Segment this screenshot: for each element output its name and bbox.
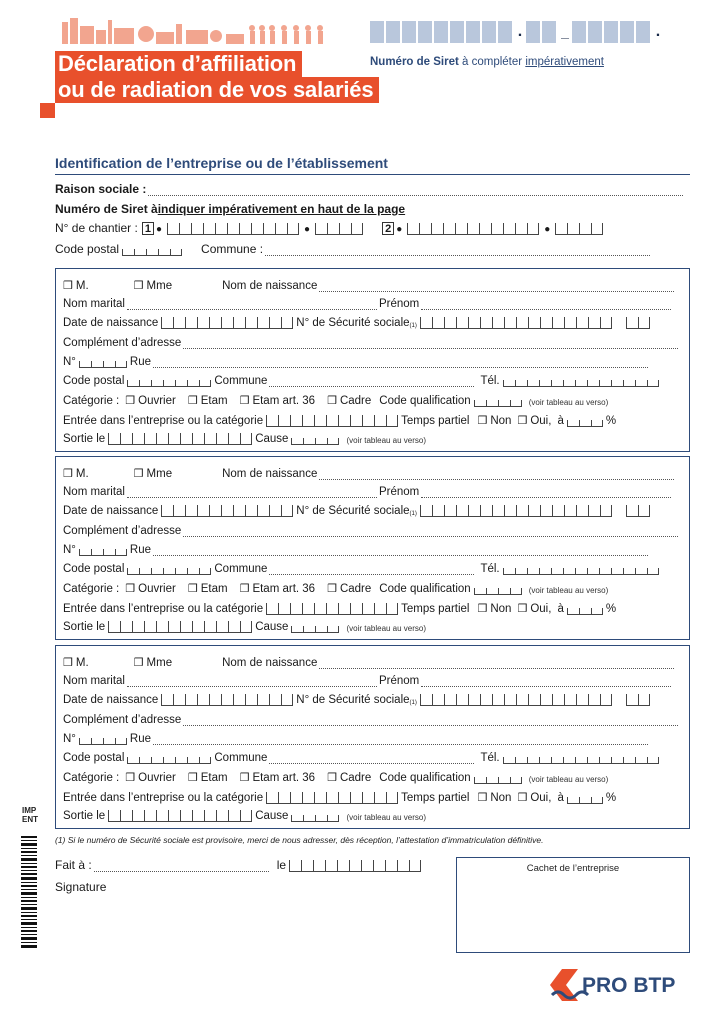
form-row	[63, 279, 676, 292]
logo-text: PRO BTP	[582, 974, 676, 997]
field-label: Commune	[214, 752, 268, 764]
field-label: Catégorie :	[63, 395, 120, 407]
field-label: Complément d’adresse	[63, 525, 182, 537]
checkbox[interactable]: ❒	[327, 583, 337, 595]
cause-field[interactable]	[291, 810, 339, 822]
field-label: Nom de naissance	[222, 657, 318, 669]
employee-block-2	[55, 456, 690, 640]
form-row	[63, 337, 680, 349]
field-label: N° de Sécurité sociale	[296, 694, 410, 706]
field-label: Tél.	[480, 752, 500, 764]
field-label: Nom marital	[63, 298, 125, 310]
code-postal-field[interactable]	[122, 244, 182, 256]
checkbox[interactable]: ❒	[239, 772, 250, 784]
checkbox[interactable]: ❒	[477, 792, 488, 804]
date-naissance-field[interactable]	[161, 317, 293, 329]
field-label: Prénom	[378, 486, 420, 498]
field-label: Cadre	[339, 395, 372, 407]
nom-naissance-field[interactable]	[319, 658, 674, 669]
checkbox[interactable]: ❒	[63, 657, 73, 669]
checkbox[interactable]: ❒	[477, 603, 488, 615]
field-label: Temps partiel	[401, 792, 470, 804]
field-label: Code qualification	[379, 583, 471, 595]
field-label: (voir tableau au verso)	[528, 398, 609, 407]
form-row	[63, 752, 662, 764]
field-label: Mme	[146, 468, 173, 480]
siret-instruction: Numéro de Siret à indiquer impérativement en haut de la page	[55, 202, 406, 216]
chantier-field-1a[interactable]	[167, 223, 299, 235]
form-row	[63, 656, 676, 669]
checkbox[interactable]: ❒	[187, 395, 198, 407]
nom-naissance-field[interactable]	[319, 281, 674, 292]
field-label: Etam art. 36	[252, 583, 316, 595]
checkbox[interactable]: ❒	[327, 772, 337, 784]
fait-a-row: Fait à : le	[55, 858, 424, 872]
chantier-field-1b[interactable]	[315, 223, 363, 235]
section-rule	[55, 174, 690, 175]
form-row	[63, 810, 426, 822]
emp-commune-field[interactable]	[269, 564, 474, 575]
form-row	[63, 317, 653, 329]
field-label: Complément d’adresse	[63, 337, 182, 349]
complement-field[interactable]	[183, 338, 678, 349]
form-row	[63, 505, 653, 517]
field-label: M.	[75, 468, 89, 480]
raison-sociale-field[interactable]	[148, 185, 683, 196]
pro-btp-logo	[548, 965, 690, 1005]
emp-code-postal-field[interactable]	[127, 563, 211, 575]
field-label: Oui,	[530, 415, 552, 427]
field-label: Date de naissance	[63, 317, 159, 329]
field-label: Prénom	[378, 675, 420, 687]
field-label: (voir tableau au verso)	[346, 813, 427, 822]
fait-a-field[interactable]	[94, 861, 269, 872]
field-label: N°	[63, 356, 76, 368]
field-label: Nom de naissance	[222, 468, 318, 480]
field-label: Complément d’adresse	[63, 714, 182, 726]
pourcentage-field[interactable]	[567, 415, 603, 427]
secu-key-field[interactable]	[626, 317, 650, 329]
form-row	[63, 394, 608, 407]
checkbox[interactable]: ❒	[187, 772, 198, 784]
emp-code-postal-field[interactable]	[127, 752, 211, 764]
checkbox[interactable]: ❒	[133, 657, 144, 669]
code-postal-row: Code postal Commune :	[55, 242, 652, 256]
pourcentage-field[interactable]	[567, 603, 603, 615]
form-row	[63, 675, 673, 687]
pourcentage-field[interactable]	[567, 792, 603, 804]
field-label: Oui,	[530, 792, 552, 804]
cachet-label: Cachet de l’entreprise	[526, 863, 620, 874]
field-label: M.	[75, 657, 89, 669]
tel-field[interactable]	[503, 375, 659, 387]
complement-field[interactable]	[183, 715, 678, 726]
secu-key-field[interactable]	[626, 694, 650, 706]
field-label: Cause	[255, 621, 289, 633]
field-label: Etam	[200, 772, 228, 784]
form-row	[63, 486, 673, 498]
emp-commune-field[interactable]	[269, 753, 474, 764]
cachet-box[interactable]	[456, 857, 690, 953]
checkbox[interactable]: ❒	[133, 468, 144, 480]
form-row	[63, 525, 680, 537]
form-row	[63, 791, 616, 804]
field-label: Commune	[214, 563, 268, 575]
cause-field[interactable]	[291, 433, 339, 445]
sortie-field[interactable]	[108, 810, 252, 822]
signature-label: Signature	[55, 880, 107, 894]
field-label: Code postal	[63, 563, 125, 575]
chantier-field-2a[interactable]	[407, 223, 539, 235]
field-label: (voir tableau au verso)	[346, 436, 427, 445]
field-label: Date de naissance	[63, 505, 159, 517]
form-row	[63, 621, 426, 633]
field-label: Non	[490, 792, 512, 804]
prenom-field[interactable]	[421, 487, 671, 498]
sortie-field[interactable]	[108, 433, 252, 445]
rue-field[interactable]	[153, 734, 648, 745]
entree-field[interactable]	[266, 415, 398, 427]
chantier-field-2b[interactable]	[555, 223, 603, 235]
checkbox[interactable]: ❒	[63, 280, 73, 292]
raison-sociale-label: Raison sociale :	[55, 182, 147, 196]
field-label: Code postal	[63, 752, 125, 764]
form-row	[63, 467, 676, 480]
field-label: Temps partiel	[401, 603, 470, 615]
field-label: Sortie le	[63, 810, 106, 822]
field-label: à	[557, 792, 564, 804]
checkbox[interactable]: ❒	[477, 415, 488, 427]
title-line-1: Déclaration d’affiliation	[55, 51, 302, 77]
field-label: M.	[75, 280, 89, 292]
rue-field[interactable]	[153, 545, 648, 556]
code-qualif-field[interactable]	[474, 583, 522, 595]
nom-marital-field[interactable]	[127, 676, 377, 687]
employee-block-3	[55, 645, 690, 829]
checkbox[interactable]: ❒	[187, 583, 198, 595]
title-line-2: ou de radiation de vos salariés	[55, 77, 379, 103]
entree-field[interactable]	[266, 792, 398, 804]
field-label: Code qualification	[379, 772, 471, 784]
date-naissance-field[interactable]	[161, 694, 293, 706]
field-label: (1)	[409, 511, 417, 517]
field-label: Oui,	[530, 603, 552, 615]
checkbox[interactable]: ❒	[125, 583, 136, 595]
field-label: (voir tableau au verso)	[528, 775, 609, 784]
form-row	[63, 375, 662, 387]
prenom-field[interactable]	[421, 299, 671, 310]
field-label: Cadre	[339, 772, 372, 784]
form-row	[63, 414, 616, 427]
field-label: Rue	[129, 356, 152, 368]
secu-field[interactable]	[420, 694, 612, 706]
numero-field[interactable]	[79, 356, 127, 368]
field-label: Catégorie :	[63, 772, 120, 784]
barcode-image	[21, 836, 37, 948]
field-label: Non	[490, 603, 512, 615]
sortie-field[interactable]	[108, 621, 252, 633]
field-label: Etam art. 36	[252, 772, 316, 784]
field-label: N°	[63, 544, 76, 556]
field-label: (1)	[409, 700, 417, 706]
orange-square-marker	[40, 103, 55, 118]
field-label: Nom marital	[63, 486, 125, 498]
field-label: Tél.	[480, 375, 500, 387]
form-row	[63, 544, 650, 556]
field-label: à	[557, 603, 564, 615]
emp-code-postal-field[interactable]	[127, 375, 211, 387]
field-label: Date de naissance	[63, 694, 159, 706]
field-label: Nom marital	[63, 675, 125, 687]
form-row	[63, 433, 426, 445]
secu-field[interactable]	[420, 505, 612, 517]
field-label: N° de Sécurité sociale	[296, 505, 410, 517]
cause-field[interactable]	[291, 621, 339, 633]
side-code: IMP ENT	[22, 806, 38, 824]
field-label: Rue	[129, 544, 152, 556]
checkbox[interactable]: ❒	[125, 395, 136, 407]
field-label: N°	[63, 733, 76, 745]
checkbox[interactable]: ❒	[63, 468, 73, 480]
field-label: (voir tableau au verso)	[528, 586, 609, 595]
header-illustration	[56, 18, 356, 48]
field-label: %	[605, 415, 617, 427]
chantier-row: N° de chantier : 1 ● ● 2 ● ●	[55, 221, 606, 235]
date-signature-field[interactable]	[289, 860, 421, 872]
numero-field[interactable]	[79, 544, 127, 556]
field-label: Tél.	[480, 563, 500, 575]
field-label: Mme	[146, 280, 173, 292]
field-label: Rue	[129, 733, 152, 745]
field-label: Cause	[255, 433, 289, 445]
field-label: Cause	[255, 810, 289, 822]
raison-sociale-row	[55, 182, 685, 196]
checkbox[interactable]: ❒	[133, 280, 144, 292]
field-label: Ouvrier	[138, 772, 176, 784]
form-row	[63, 733, 650, 745]
form-row	[63, 582, 608, 595]
field-label: Sortie le	[63, 433, 106, 445]
field-label: Entrée dans l’entreprise ou la catégorie	[63, 415, 264, 427]
secu-field[interactable]	[420, 317, 612, 329]
tel-field[interactable]	[503, 563, 659, 575]
code-qualif-field[interactable]	[474, 772, 522, 784]
field-label: Entrée dans l’entreprise ou la catégorie	[63, 603, 264, 615]
form-row	[63, 771, 608, 784]
checkbox[interactable]: ❒	[239, 583, 250, 595]
footnote: (1) Si le numéro de Sécurité sociale est provisoire, merci de nous adresser, dès réception, l’attestation d’immatriculation définitive.	[55, 835, 544, 845]
field-label: Temps partiel	[401, 415, 470, 427]
field-label: Etam art. 36	[252, 395, 316, 407]
checkbox[interactable]: ❒	[125, 772, 136, 784]
form-row	[63, 356, 650, 368]
checkbox[interactable]: ❒	[517, 415, 528, 427]
field-label: à	[557, 415, 564, 427]
field-label: Cadre	[339, 583, 372, 595]
tel-field[interactable]	[503, 752, 659, 764]
field-label: %	[605, 792, 617, 804]
complement-field[interactable]	[183, 526, 678, 537]
checkbox[interactable]: ❒	[517, 603, 528, 615]
field-label: (voir tableau au verso)	[346, 624, 427, 633]
form-row	[63, 563, 662, 575]
form-row	[63, 298, 673, 310]
field-label: Etam	[200, 395, 228, 407]
nom-marital-field[interactable]	[127, 487, 377, 498]
prenom-field[interactable]	[421, 676, 671, 687]
numero-field[interactable]	[79, 733, 127, 745]
emp-commune-field[interactable]	[269, 376, 474, 387]
siret-input-grid[interactable]: . _ .	[370, 20, 664, 44]
field-label: Sortie le	[63, 621, 106, 633]
checkbox[interactable]: ❒	[517, 792, 528, 804]
form-row	[63, 714, 680, 726]
field-label: Mme	[146, 657, 173, 669]
field-label: Entrée dans l’entreprise ou la catégorie	[63, 792, 264, 804]
field-label: Prénom	[378, 298, 420, 310]
field-label: Catégorie :	[63, 583, 120, 595]
checkbox[interactable]: ❒	[239, 395, 250, 407]
secu-key-field[interactable]	[626, 505, 650, 517]
field-label: Ouvrier	[138, 583, 176, 595]
date-naissance-field[interactable]	[161, 505, 293, 517]
field-label: %	[605, 603, 617, 615]
form-row	[63, 602, 616, 615]
code-qualif-field[interactable]	[474, 395, 522, 407]
field-label: Code postal	[63, 375, 125, 387]
field-label: Code qualification	[379, 395, 471, 407]
employee-block-1	[55, 268, 690, 452]
commune-field[interactable]	[265, 245, 650, 256]
field-label: Etam	[200, 583, 228, 595]
field-label: Nom de naissance	[222, 280, 318, 292]
field-label: N° de Sécurité sociale	[296, 317, 410, 329]
section-title: Identification de l’entreprise ou de l’établissement	[55, 155, 388, 171]
siret-note: Numéro de Siret à compléter impérativement	[370, 56, 604, 68]
field-label: Ouvrier	[138, 395, 176, 407]
field-label: Non	[490, 415, 512, 427]
field-label: Commune	[214, 375, 268, 387]
entree-field[interactable]	[266, 603, 398, 615]
field-label: (1)	[409, 323, 417, 329]
checkbox[interactable]: ❒	[327, 395, 337, 407]
rue-field[interactable]	[153, 357, 648, 368]
form-row	[63, 694, 653, 706]
nom-marital-field[interactable]	[127, 299, 377, 310]
nom-naissance-field[interactable]	[319, 469, 674, 480]
